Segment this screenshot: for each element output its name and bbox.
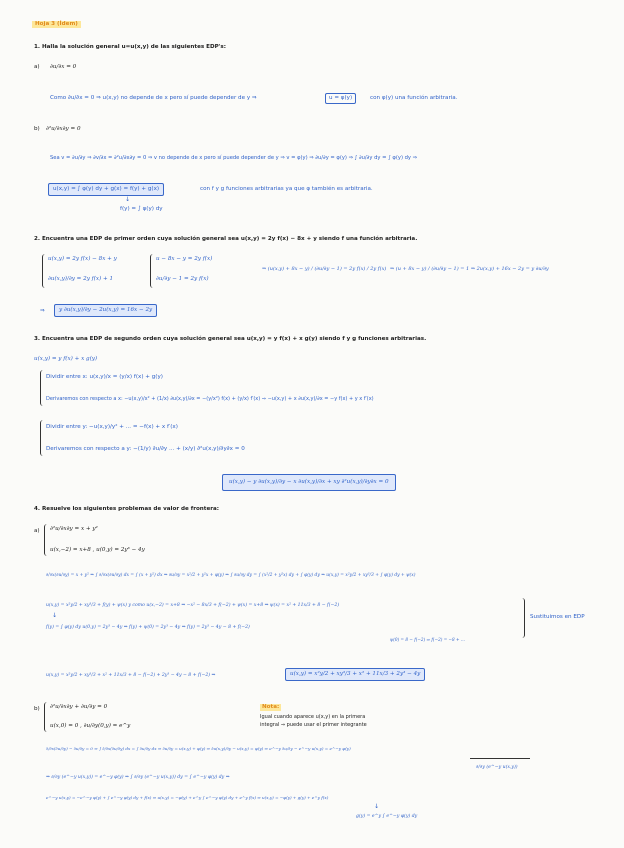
ex1-b-equation: ∂²u/∂x∂y = 0 [46,126,81,132]
ex4-a-line3: f(y) = ∫ φ(y) dy u(0,y) = 2y³ − 4y ⇒ f(y) + ψ(0) = 2y³ − 4y ⇒ f(y) = 2y³ − 4y − 8 + f(−2) [46,625,250,630]
ex4-a-label: a) [34,528,40,534]
ex1-b-reason: Sea v = ∂u/∂y ⇒ ∂v/∂x = ∂²u/∂x∂y = 0 ⇒ v no depende de x pero sí puede depender de y ⇒ v = φ(y) ⇒ ∂u/∂y = φ(y) ⇒ ∫ ∂u/∂y dy = ∫ φ(y) dy ⇒ [50,155,417,161]
ex2-sys1-line2: ∂u(x,y)/∂y = 2y f(x) + 1 [48,276,114,282]
ex3-row1: Dividir entre x: u(x,y)/x = (y/x) f(x) + g(y) [46,374,163,380]
page-title: Hoja 3 (Ídem) [32,21,81,28]
ex3-row2: Derivaremos con respecto a x: −u(x,y)/x² + (1/x) ∂u(x,y)/∂x = −(y/x²) f(x) + (y/x) f′(x) ⇒ −u(x,y) + x ∂u(x,y)/∂x = −y f(x) + y x f′(x) [46,396,374,402]
ex3-brace2 [40,420,45,456]
ex3-row3: Dividir entre y: −u(x,y)/y² + ... = −f(x) + x f′(x) [46,424,178,430]
ex3-result: u(x,y) − y ∂u(x,y)/∂y − x ∂u(x,y)/∂x + xy ∂²u(x,y)/∂y∂x = 0 [222,474,396,491]
ex2-sys2-line1: u − 8x − y = 2y f(x) [156,256,213,262]
ex1-a-label: a) [34,64,40,70]
ex4-b-eq1: ∂²u/∂x∂y + ∂u/∂y = 0 [50,704,108,710]
ex3-brace1 [40,370,45,406]
ex1-statement: 1. Halla la solución general u=u(x,y) de las siguientes EDP's: [34,44,226,50]
ex4-b-line3: e^−y u(x,y) = −e^−y φ(y) + ∫ e^−y φ(y) dy + f(x) ⇒ u(x,y) = −φ(y) + e^y ∫ e^−y φ(y) dy + e^y f(x) ⇒ u(x,y) = −φ(y) + g(y) + e^y f(x) [46,795,329,800]
ex2-sys2-brace [150,254,155,288]
ex4-b-line1: ∂/∂x(∂u/∂y) − ∂u/∂y = 0 ⇒ ∫ ∂/∂x(∂u/∂y) dx = ∫ ∂u/∂y dx ⇒ ∂u/∂y = u(x,y) + φ(y) ⇒ ∂u(x,y)/∂y − u(x,y) = φ(y) ⇒ e^−y ∂u/∂y − e^−y u(x,y) = e^−y φ(y) [46,746,351,751]
ex4-a-line4: u(x,y) = x²y/2 + xy³/3 + x² + 11x/3 + 8 − f(−2) + 2y³ − 4y − 8 + f(−2) ⇒ [46,673,216,678]
ex3-row4: Derivaremos con respecto a y: −(1/y) ∂u/∂y ... + (x/y) ∂²u(x,y)/∂y∂x = 0 [46,446,245,452]
ex1-b-arrow: ↓ [125,196,131,203]
ex4-a-eq2: u(x,−2) = x+8 , u(0,y) = 2y³ − 4y [50,547,145,553]
ex4-a-side-brace [520,598,525,638]
ex4-a-line3b: ψ(0) = 8 − f(−2) ⇒ f(−2) = −8 + ... [390,637,465,642]
ex1-b-result: u(x,y) = ∫ φ(y) dy + g(x) = f(y) + g(x) [48,183,164,196]
ex2-implies1: ⇒ (u(x,y) + 8x − y) / (∂u/∂y − 1) = 2y f(x) / 2y f(x) [262,266,387,272]
ex4-b-arrow: ↓ [374,803,380,810]
ex4-a-brace [44,524,49,556]
ex4-b-line3b: g(y) = e^y ∫ e^−y φ(y) dy [356,814,418,819]
ex4-b-line1b: ∂/∂y (e^−y u(x,y)) [476,765,518,770]
ex3-statement: 3. Encuentra una EDP de segundo orden cuya solución general sea u(x,y) = y f(x) + x g(y) siendo f y g funciones arbitrarias. [34,336,427,342]
ex4-b-note-tag: Nota: [262,704,280,710]
ex1-b-tail: con f y g funciones arbitrarias ya que φ también es arbitraria. [200,186,373,192]
ex2-sys1-brace [42,254,47,288]
ex4-b-note: Igual cuando aparece u(x,y) en la primera integral ⇒ puede usar el primer integrante [260,714,367,728]
ex1-a-result: u = φ(y) [325,93,356,104]
ex2-sys2-line2: ∂u/∂y − 1 = 2y f(x) [156,276,209,282]
ex1-b-label: b) [34,126,40,132]
ex4-statement: 4. Resuelve los siguientes problemas de valor de frontera: [34,506,220,512]
ex1-b-note: f(y) = ∫ φ(y) dy [120,206,163,212]
ex1-a-reason: Como ∂u/∂x = 0 ⇒ u(x,y) no depende de x pero sí puede depender de y ⇒ [50,95,257,101]
ex4-a-side: Sustituimos en EDP [530,614,585,620]
ex1-a-equation: ∂u/∂x = 0 [50,64,77,70]
ex1-a-tail: con φ(y) una función arbitraria. [370,95,458,101]
ex3-given: u(x,y) = y f(x) + x g(y) [34,356,98,362]
ex4-b-underbrace [470,758,530,759]
ex4-a-result: u(x,y) = x²y/2 + xy³/3 + x² + 11x/3 + 2y³ − 4y [285,668,425,681]
ex2-result: y ∂u(x,y)/∂y − 2u(x,y) = 16x − 2y [54,304,157,317]
ex2-statement: 2. Encuentra una EDP de primer orden cuya solución general sea u(x,y) = 2y f(x) − 8x + y siendo f una función arbitraria. [34,236,418,242]
ex4-b-line2: ⇒ ∂/∂y (e^−y u(x,y)) = e^−y φ(y) ⇒ ∫ ∂/∂y (e^−y u(x,y)) dy = ∫ e^−y φ(y) dy ⇒ [46,775,230,780]
ex4-a-line1: ∂/∂x(∂u/∂y) = x + y² ⇒ ∫ ∂/∂x(∂u/∂y) dx = ∫ (x + y²) dx ⇒ ∂u/∂y = x²/2 + y²x + φ(y) ⇒ ∫ ∂u/∂y dy = ∫ (x²/2 + y²x) dy + ∫ φ(y) dy ⇒ u(x,y) = x²y/2 + xy³/3 + ∫ φ(y) dy + ψ(x) [46,573,416,578]
ex4-a-arrow: ↓ [52,612,58,619]
ex4-b-eq2: u(x,0) = 0 , ∂u/∂y(0,y) = e^y [50,723,131,729]
ex4-b-brace [44,702,49,732]
ex4-b-label: b) [34,706,40,712]
ex2-arrow: ⇒ [40,308,45,314]
ex2-implies2: ⇒ (u + 8x − y) / (∂u/∂y − 1) = 1 ⇒ 2u(x,y) + 16x − 2y = y ∂u/∂y [390,266,549,272]
ex4-a-line2: u(x,y) = x²y/2 + xy³/3 + f(y) + ψ(x) y como u(x,−2) = x+8 ⇒ −x² − 8x/3 + f(−2) + ψ(x) = x+8 ⇒ ψ(x) = x² + 11x/3 + 8 − f(−2) [46,603,340,608]
ex4-a-eq1: ∂²u/∂x∂y = x + y² [50,526,98,532]
ex2-sys1-line1: u(x,y) = 2y f(x) − 8x + y [48,256,117,262]
